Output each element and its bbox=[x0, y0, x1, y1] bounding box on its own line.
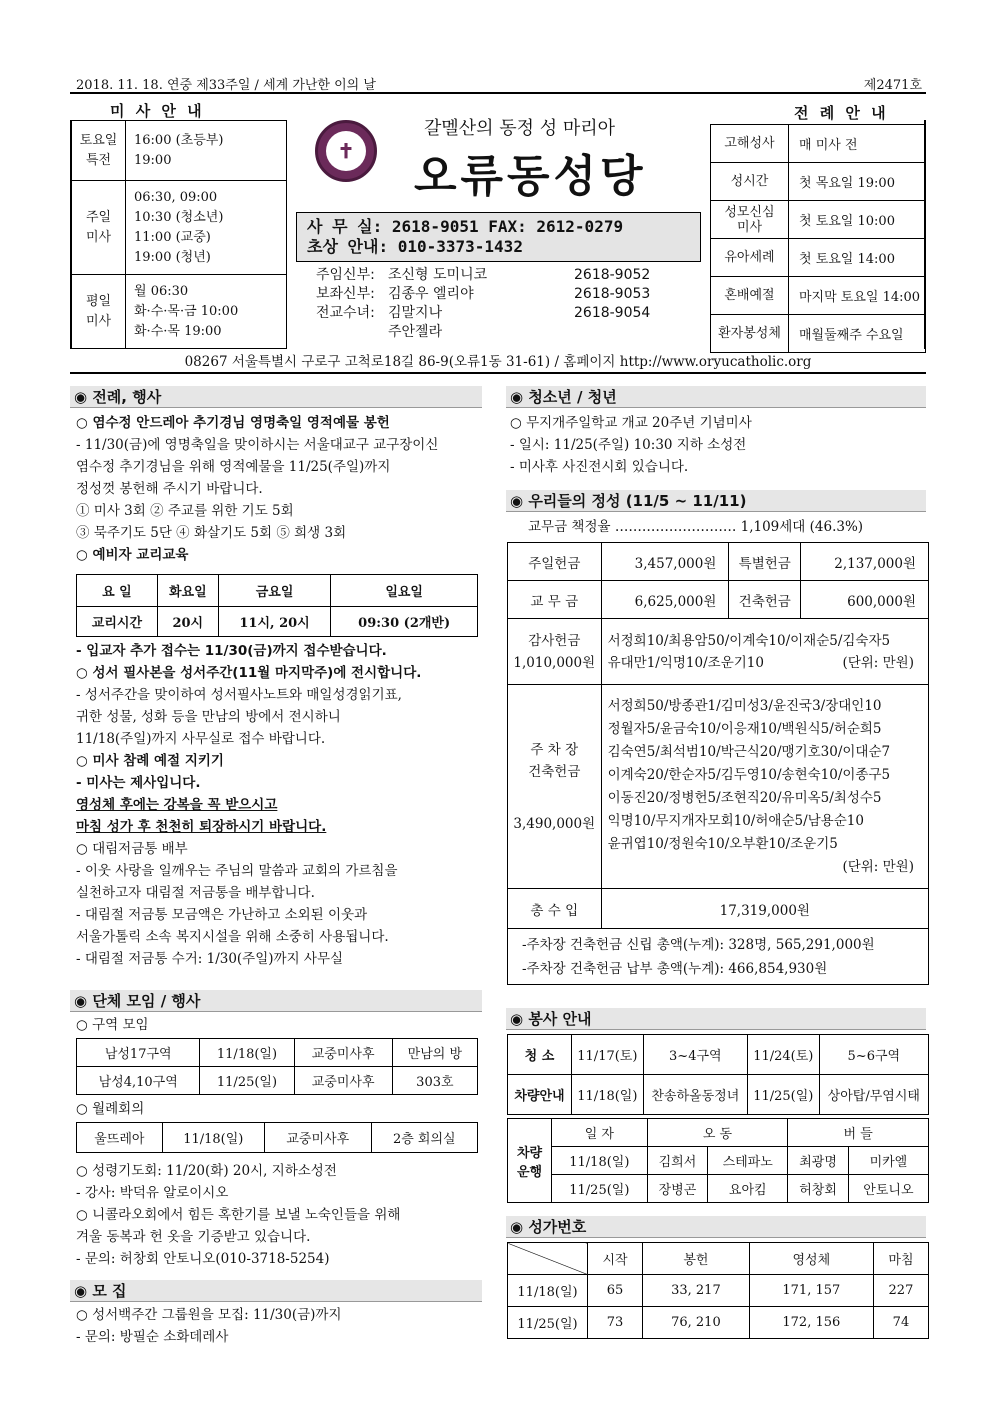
text-line: 귀한 성물, 성화 등을 만남의 방에서 전시하니 bbox=[76, 709, 341, 725]
text-line: - 대림절 저금통 수거: 1/30(주일)까지 사무실 bbox=[76, 951, 344, 967]
note-line: -주차장 건축헌금 납부 총액(누계): 466,854,930원 bbox=[522, 960, 828, 977]
unit-label: (단위: 만원) bbox=[842, 654, 914, 671]
liturgy-value: 마지막 토요일 14:00 bbox=[789, 277, 926, 315]
hymn-cell: 171, 157 bbox=[749, 1275, 873, 1307]
offering-label: 특별헌금 bbox=[729, 543, 801, 581]
total-amount: 17,319,000원 bbox=[601, 889, 928, 929]
parking-donor-line: 김숙연5/최석범10/박근식20/맹기호30/이대순7 bbox=[607, 743, 891, 760]
section-recruit: ◉ 모 집 bbox=[70, 1280, 482, 1302]
parking-donor-line: 윤귀엽10/정원숙10/오부환10/조운기5 bbox=[607, 835, 838, 852]
text-line: ③ 묵주기도 5단 ④ 화살기도 5회 ⑤ 희생 3회 bbox=[76, 525, 347, 541]
issue-number: 제2471호 bbox=[863, 78, 922, 93]
hymn-cell: 73 bbox=[588, 1307, 643, 1339]
liturgy-label: 성모신심 미사 bbox=[711, 201, 789, 239]
section-hymns: ◉ 성가번호 bbox=[506, 1216, 926, 1238]
table-cell: 3~4구역 bbox=[643, 1035, 747, 1075]
staff-phone: 2618-9053 bbox=[574, 286, 651, 302]
mass-time: 16:00 (초등부) bbox=[134, 132, 224, 148]
staff-role: 주임신부: bbox=[316, 267, 375, 283]
text-line: ○ 대림저금통 배부 bbox=[76, 841, 188, 857]
table-cell: 11/18(일) bbox=[200, 1039, 294, 1067]
text-line: 11/18(주일)까지 사무실로 접수 바랍니다. bbox=[76, 731, 326, 747]
table-row bbox=[77, 1123, 478, 1153]
liturgy-value: 매월둘째주 수요일 bbox=[789, 315, 926, 353]
mass-label: 주일 미사 bbox=[72, 181, 126, 275]
section-title: 성가번호 bbox=[528, 1218, 587, 1236]
hymn-cell: 11/18(일) bbox=[508, 1275, 588, 1307]
vehicle-label: 차량 운행 bbox=[508, 1119, 552, 1203]
mass-time: 10:30 (청소년) bbox=[134, 209, 224, 225]
mass-guide-title: 미 사 안 내 bbox=[110, 102, 205, 120]
hymn-cell: 74 bbox=[873, 1307, 928, 1339]
catechism-header: 일요일 bbox=[331, 575, 478, 607]
office-line: 사 무 실: 2618-9051 FAX: 2612-0279 bbox=[307, 217, 624, 236]
staff-list bbox=[316, 266, 696, 342]
table-cell: 11/24(토) bbox=[747, 1035, 819, 1075]
liturgy-value: 매 미사 전 bbox=[789, 125, 926, 163]
table-cell: 11/18(일) bbox=[162, 1123, 264, 1153]
hymn-header: 봉헌 bbox=[643, 1243, 750, 1275]
dues-rate: 교무금 책정율 ……………………… 1,109세대 (46.3%) bbox=[528, 519, 864, 535]
section-service: ◉ 봉사 안내 bbox=[506, 1008, 926, 1030]
section-youth: ◉ 청소년 / 청년 bbox=[506, 386, 926, 408]
table-cell: 2층 회의실 bbox=[371, 1123, 477, 1153]
office-contact bbox=[296, 212, 701, 262]
staff-row bbox=[316, 285, 696, 304]
table-cell: 만남의 방 bbox=[392, 1039, 477, 1067]
vehicle-header: 오 동 bbox=[647, 1119, 788, 1147]
staff-role: 보좌신부: bbox=[316, 286, 375, 302]
table-cell: 남성17구역 bbox=[77, 1039, 200, 1067]
catechism-table bbox=[76, 574, 478, 637]
parking-label: 주 차 장 bbox=[530, 741, 579, 758]
section-title: 모 집 bbox=[92, 1282, 127, 1300]
text-line: ○ 니콜라오회에서 힘든 혹한기를 보낼 노숙인들을 위해 bbox=[76, 1207, 401, 1223]
section-title: 전례, 행사 bbox=[92, 388, 162, 406]
hymn-cell: 172, 156 bbox=[749, 1307, 873, 1339]
mass-guide-table bbox=[71, 120, 287, 349]
offering-amount: 6,625,000원 bbox=[601, 581, 729, 619]
parking-donor-line: 이동진20/정병헌5/조현직20/유미옥5/최성수5 bbox=[607, 789, 882, 806]
offerings-table bbox=[507, 542, 929, 985]
funeral-line: 초상 안내: 010-3373-1432 bbox=[307, 237, 523, 256]
text-line: 마침 성가 후 천천히 퇴장하시기 바랍니다. bbox=[76, 819, 327, 835]
offering-label: 건축헌금 bbox=[729, 581, 801, 619]
staff-name: 김말지나 bbox=[388, 305, 443, 321]
recruit-notes bbox=[76, 1304, 486, 1348]
mass-time: 19:00 bbox=[134, 152, 172, 168]
vehicle-cell: 장병곤 bbox=[647, 1175, 708, 1203]
vehicle-cell: 스테파노 bbox=[708, 1147, 788, 1175]
vehicle-cell: 미카엘 bbox=[848, 1147, 928, 1175]
offering-amount: 3,457,000원 bbox=[601, 543, 729, 581]
parking-amount: 3,490,000원 bbox=[513, 815, 596, 832]
table-cell: 차량안내 bbox=[508, 1075, 572, 1115]
church-name: 오류동성당 bbox=[414, 151, 647, 202]
note-line: -주차장 건축헌금 신립 총액(누계): 328명, 565,291,000원 bbox=[522, 936, 875, 953]
vehicle-cell: 요아킴 bbox=[708, 1175, 788, 1203]
text-line: - 문의: 방필순 소화데레사 bbox=[76, 1329, 229, 1345]
youth-notes bbox=[510, 412, 924, 478]
table-cell: 11/25(일) bbox=[200, 1067, 294, 1095]
staff-phone: 2618-9052 bbox=[574, 267, 651, 283]
catechism-cell: 교리시간 bbox=[77, 607, 158, 637]
parking-donor-line: 이계숙20/한순자5/김두영10/송현숙10/이종구5 bbox=[607, 766, 891, 783]
table-cell: 찬송하올동정녀 bbox=[643, 1075, 747, 1115]
staff-row bbox=[316, 304, 696, 323]
text-line: 정성껏 봉헌해 주시기 바랍니다. bbox=[76, 481, 263, 497]
mass-time: 11:00 (교중) bbox=[134, 229, 211, 245]
table-cell: 303호 bbox=[392, 1067, 477, 1095]
header-bar bbox=[70, 72, 926, 94]
section-offerings: ◉ 우리들의 정성 (11/5 ~ 11/11) bbox=[506, 490, 926, 512]
liturgy-value: 첫 목요일 19:00 bbox=[789, 163, 926, 201]
vehicle-cell: 11/25(일) bbox=[552, 1175, 648, 1203]
vehicle-header: 버 들 bbox=[788, 1119, 929, 1147]
mass-times bbox=[126, 275, 287, 349]
hymn-cell: 227 bbox=[873, 1275, 928, 1307]
hymn-header: 영성체 bbox=[749, 1243, 873, 1275]
staff-name: 김종우 엘리야 bbox=[388, 286, 474, 302]
text-line: ○ 성령기도회: 11/20(화) 20시, 지하소성전 bbox=[76, 1163, 337, 1179]
staff-row bbox=[316, 323, 696, 342]
table-row bbox=[508, 1035, 929, 1075]
section-liturgy-events: ◉ 전례, 행사 bbox=[70, 386, 482, 408]
vehicle-cell: 허창회 bbox=[788, 1175, 849, 1203]
liturgy-guide-title: 전 례 안 내 bbox=[794, 104, 889, 122]
text-line: - 대림절 저금통 모금액은 가난하고 소외된 이웃과 bbox=[76, 907, 368, 923]
table-cell: 남성4,10구역 bbox=[77, 1067, 200, 1095]
text-line: 염수정 추기경님을 위해 영적예물을 11/25(주일)까지 bbox=[76, 459, 391, 475]
section-title: 우리들의 정성 (11/5 ~ 11/11) bbox=[528, 492, 747, 510]
text-line: ○ 염수정 안드레아 추기경님 영명축일 영적예물 봉헌 bbox=[76, 415, 390, 431]
hymn-cell: 11/25(일) bbox=[508, 1307, 588, 1339]
catechism-header: 화요일 bbox=[157, 575, 218, 607]
offering-label: 교 무 금 bbox=[508, 581, 602, 619]
mass-time: 06:30, 09:00 bbox=[134, 189, 218, 205]
table-cell: 울뜨레아 bbox=[77, 1123, 163, 1153]
liturgy-events-block1 bbox=[76, 412, 486, 566]
liturgy-value: 첫 토요일 14:00 bbox=[789, 239, 926, 277]
mass-time: 화·수·목 19:00 bbox=[134, 323, 222, 339]
text-line: - 11/30(금)에 영명축일을 맞이하시는 서울대교구 교구장이신 bbox=[76, 437, 439, 453]
liturgy-label: 혼배예절 bbox=[711, 277, 789, 315]
mass-times bbox=[126, 121, 287, 181]
parking-label: 건축헌금 bbox=[528, 763, 581, 780]
thanks-names-cell bbox=[601, 619, 928, 685]
hymn-header: 시작 bbox=[588, 1243, 643, 1275]
catechism-header: 요 일 bbox=[77, 575, 158, 607]
liturgy-label: 고해성사 bbox=[711, 125, 789, 163]
offering-amount: 600,000원 bbox=[801, 581, 929, 619]
liturgy-label: 유아세례 bbox=[711, 239, 789, 277]
hymn-cell: 76, 210 bbox=[643, 1307, 750, 1339]
table-cell: 교중미사후 bbox=[294, 1067, 392, 1095]
text-line: ○ 성서백주간 그룹원을 모집: 11/30(금)까지 bbox=[76, 1307, 342, 1323]
mass-time: 19:00 (청년) bbox=[134, 249, 211, 265]
text-line: 실천하고자 대림절 저금통을 배부합니다. bbox=[76, 885, 315, 901]
mass-time: 월 06:30 bbox=[134, 283, 189, 299]
text-line: - 미사는 제사입니다. bbox=[76, 775, 201, 791]
thanks-amount: 1,010,000원 bbox=[513, 654, 596, 671]
parking-label-cell bbox=[508, 685, 602, 889]
catechism-cell: 20시 bbox=[157, 607, 218, 637]
text-line: ○ 예비자 교리교육 bbox=[76, 547, 189, 563]
parking-donor-line: 서정희50/방종관1/김미성3/윤진국3/장대인10 bbox=[607, 697, 882, 714]
vehicle-cell: 11/18(일) bbox=[552, 1147, 648, 1175]
section-group-meetings: ◉ 단체 모임 / 행사 bbox=[70, 990, 482, 1012]
staff-name: 조신형 도미니코 bbox=[388, 267, 488, 283]
text-line: ○ 무지개주일학교 개교 20주년 기념미사 bbox=[510, 415, 752, 431]
table-cell: 11/17(토) bbox=[572, 1035, 644, 1075]
offering-label: 주일헌금 bbox=[508, 543, 602, 581]
parking-donor-line: 익명10/무지개자모회10/허애순5/남용순10 bbox=[607, 812, 864, 829]
parking-names-cell bbox=[601, 685, 928, 889]
table-cell: 교중미사후 bbox=[294, 1039, 392, 1067]
catechism-cell: 09:30 (2개반) bbox=[331, 607, 478, 637]
text-line: - 입교자 추가 접수는 11/30(금)까지 접수받습니다. bbox=[76, 643, 387, 659]
hymn-cell: 33, 217 bbox=[643, 1275, 750, 1307]
date-line: 2018. 11. 18. 연중 제33주일 / 세계 가난한 이의 날 bbox=[76, 78, 376, 93]
text-line: - 문의: 허창회 안토니오(010-3718-5254) bbox=[76, 1251, 330, 1267]
table-row bbox=[77, 1039, 478, 1067]
catechism-header: 금요일 bbox=[218, 575, 331, 607]
catechism-cell: 11시, 20시 bbox=[218, 607, 331, 637]
monthly-label: ○ 월례회의 bbox=[76, 1101, 145, 1117]
hymn-corner bbox=[508, 1243, 588, 1275]
table-cell: 11/18(일) bbox=[572, 1075, 644, 1115]
vehicle-table bbox=[507, 1118, 929, 1203]
hymn-cell: 65 bbox=[588, 1275, 643, 1307]
liturgy-label: 환자봉성체 bbox=[711, 315, 789, 353]
liturgy-events-block2 bbox=[76, 640, 486, 970]
text-line: 서울가톨릭 소속 복지시설을 위해 소중히 사용됩니다. bbox=[76, 929, 389, 945]
text-line: - 이웃 사랑을 일깨우는 주님의 말씀과 교회의 가르침을 bbox=[76, 863, 398, 879]
staff-role: 전교수녀: bbox=[316, 305, 375, 321]
mass-times bbox=[126, 181, 287, 275]
address-line: 08267 서울특별시 구로구 고척로18길 86-9(오류1동 31-61) / 홈페이지 http://www.oryucatholic.org bbox=[70, 350, 926, 374]
thanks-names: 유대만1/익명10/조운기10 bbox=[607, 654, 764, 671]
table-row bbox=[77, 1067, 478, 1095]
church-emblem-icon: ✝ bbox=[315, 120, 377, 182]
service-table bbox=[507, 1034, 929, 1115]
staff-name: 주안젤라 bbox=[388, 324, 443, 340]
vehicle-header: 일 자 bbox=[552, 1119, 648, 1147]
mass-label: 평일 미사 bbox=[72, 275, 126, 349]
staff-row bbox=[316, 266, 696, 285]
section-title: 봉사 안내 bbox=[528, 1010, 592, 1028]
hymn-table bbox=[507, 1242, 929, 1339]
monthly-table bbox=[76, 1122, 478, 1153]
vehicle-cell: 안토니오 bbox=[848, 1175, 928, 1203]
table-cell: 교중미사후 bbox=[264, 1123, 371, 1153]
liturgy-guide-table bbox=[710, 124, 926, 353]
unit-label: (단위: 만원) bbox=[842, 858, 914, 875]
parking-donor-line: 정월자5/윤금숙10/이응재10/백원식5/허순희5 bbox=[607, 720, 882, 737]
parking-notes bbox=[508, 929, 929, 985]
thanks-label: 감사헌금 bbox=[528, 632, 581, 649]
total-label: 총 수 입 bbox=[508, 889, 602, 929]
table-row bbox=[508, 1075, 929, 1115]
mass-time: 화·수·목·금 10:00 bbox=[134, 303, 239, 319]
staff-phone: 2618-9054 bbox=[574, 305, 651, 321]
text-line: - 강사: 박덕유 알로이시오 bbox=[76, 1185, 229, 1201]
vehicle-cell: 김희서 bbox=[647, 1147, 708, 1175]
text-line: - 성서주간을 맞이하여 성서필사노트와 매일성경읽기표, bbox=[76, 687, 402, 703]
text-line: ○ 미사 참례 예절 지키기 bbox=[76, 753, 224, 769]
text-line: - 일시: 11/25(주일) 10:30 지하 소성전 bbox=[510, 437, 747, 453]
thanks-names: 서정희10/최용암50/이계숙10/이재순5/김숙자5 bbox=[607, 632, 891, 649]
group-meeting-notes bbox=[76, 1160, 486, 1270]
hymn-header: 마침 bbox=[873, 1243, 928, 1275]
church-subtitle: 갈멜산의 동정 성 마리아 bbox=[424, 118, 616, 139]
liturgy-label: 성시간 bbox=[711, 163, 789, 201]
text-line: 겨울 동복과 헌 옷을 기증받고 있습니다. bbox=[76, 1229, 311, 1245]
text-line: 영성체 후에는 강복을 꼭 받으시고 bbox=[76, 797, 278, 813]
liturgy-value: 첫 토요일 10:00 bbox=[789, 201, 926, 239]
text-line: ① 미사 3회 ② 주교를 위한 기도 5회 bbox=[76, 503, 294, 519]
table-cell: 청 소 bbox=[508, 1035, 572, 1075]
section-title: 청소년 / 청년 bbox=[528, 388, 617, 406]
table-cell: 상아탑/무염시태 bbox=[819, 1075, 928, 1115]
text-line: - 미사후 사진전시회 있습니다. bbox=[510, 459, 689, 475]
offering-amount: 2,137,000원 bbox=[801, 543, 929, 581]
table-cell: 11/25(일) bbox=[747, 1075, 819, 1115]
table-cell: 5~6구역 bbox=[819, 1035, 928, 1075]
mass-label: 토요일 특전 bbox=[72, 121, 126, 181]
text-line: ○ 성서 필사본을 성서주간(11월 마지막주)에 전시합니다. bbox=[76, 665, 422, 681]
district-label: ○ 구역 모임 bbox=[76, 1017, 149, 1033]
district-table bbox=[76, 1038, 478, 1095]
thanks-label-cell bbox=[508, 619, 602, 685]
vehicle-cell: 최광명 bbox=[788, 1147, 849, 1175]
section-title: 단체 모임 / 행사 bbox=[92, 992, 201, 1010]
